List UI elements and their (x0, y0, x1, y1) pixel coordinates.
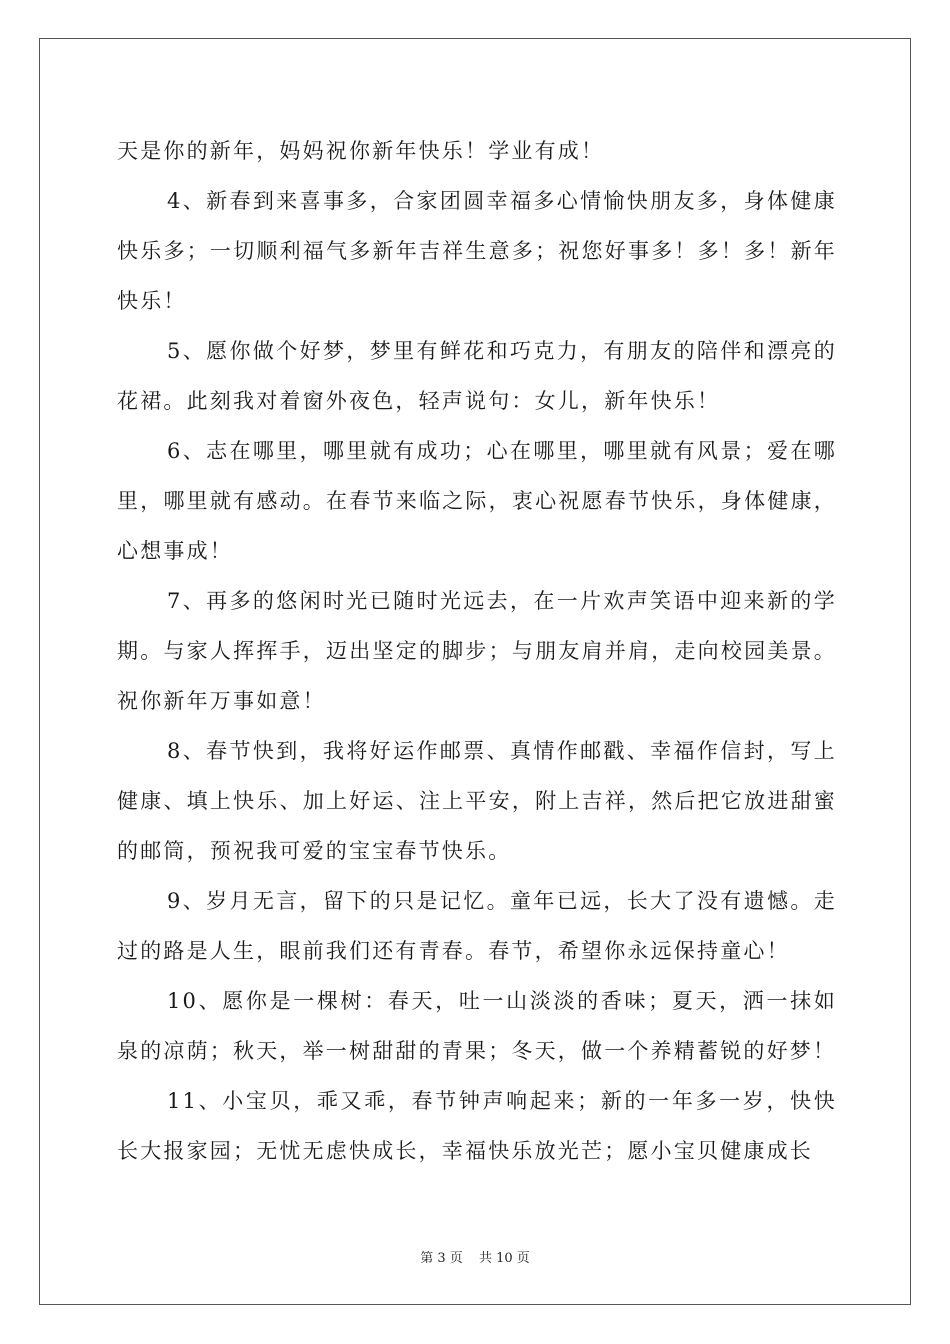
paragraph-item-10: 10、愿你是一棵树：春天，吐一山淡淡的香味；夏天，洒一抹如泉的凉荫；秋天，举一树甜甜的青果；冬天，做一个养精蓄锐的好梦！ (117, 989, 837, 1063)
paragraph-item-9: 9、岁月无言，留下的只是记忆。童年已远，长大了没有遗憾。走过的路是人生，眼前我们还有青春。春节，希望你永远保持童心！ (117, 889, 837, 963)
paragraph-item-7: 7、再多的悠闲时光已随时光远去，在一片欢声笑语中迎来新的学期。与家人挥挥手，迈出坚定的脚步；与朋友肩并肩，走向校园美景。祝你新年万事如意！ (117, 589, 837, 713)
paragraph-item-5: 5、愿你做个好梦，梦里有鲜花和巧克力，有朋友的陪伴和漂亮的花裙。此刻我对着窗外夜色，轻声说句：女儿，新年快乐！ (117, 339, 837, 413)
paragraph-item-11: 11、小宝贝，乖又乖，春节钟声响起来；新的一年多一岁，快快长大报家园；无忧无虑快成长，幸福快乐放光芒；愿小宝贝健康成长 (117, 1089, 837, 1163)
paragraph-item-6: 6、志在哪里，哪里就有成功；心在哪里，哪里就有风景；爱在哪里，哪里就有感动。在春节来临之际，衷心祝愿春节快乐，身体健康，心想事成！ (117, 439, 837, 563)
document-body (117, 126, 837, 1176)
page-number: 第 3 页 (420, 1251, 463, 1266)
page-footer (0, 1247, 950, 1266)
page-total: 共 10 页 (478, 1251, 530, 1266)
paragraph-item-8: 8、春节快到，我将好运作邮票、真情作邮戳、幸福作信封，写上健康、填上快乐、加上好运、注上平安，附上吉祥，然后把它放进甜蜜的邮筒，预祝我可爱的宝宝春节快乐。 (117, 739, 837, 863)
paragraph-item-4: 4、新春到来喜事多，合家团圆幸福多心情愉快朋友多，身体健康快乐多；一切顺利福气多新年吉祥生意多；祝您好事多！多！多！新年快乐！ (117, 189, 837, 313)
paragraph-continuation: 天是你的新年，妈妈祝你新年快乐！学业有成！ (117, 139, 605, 163)
